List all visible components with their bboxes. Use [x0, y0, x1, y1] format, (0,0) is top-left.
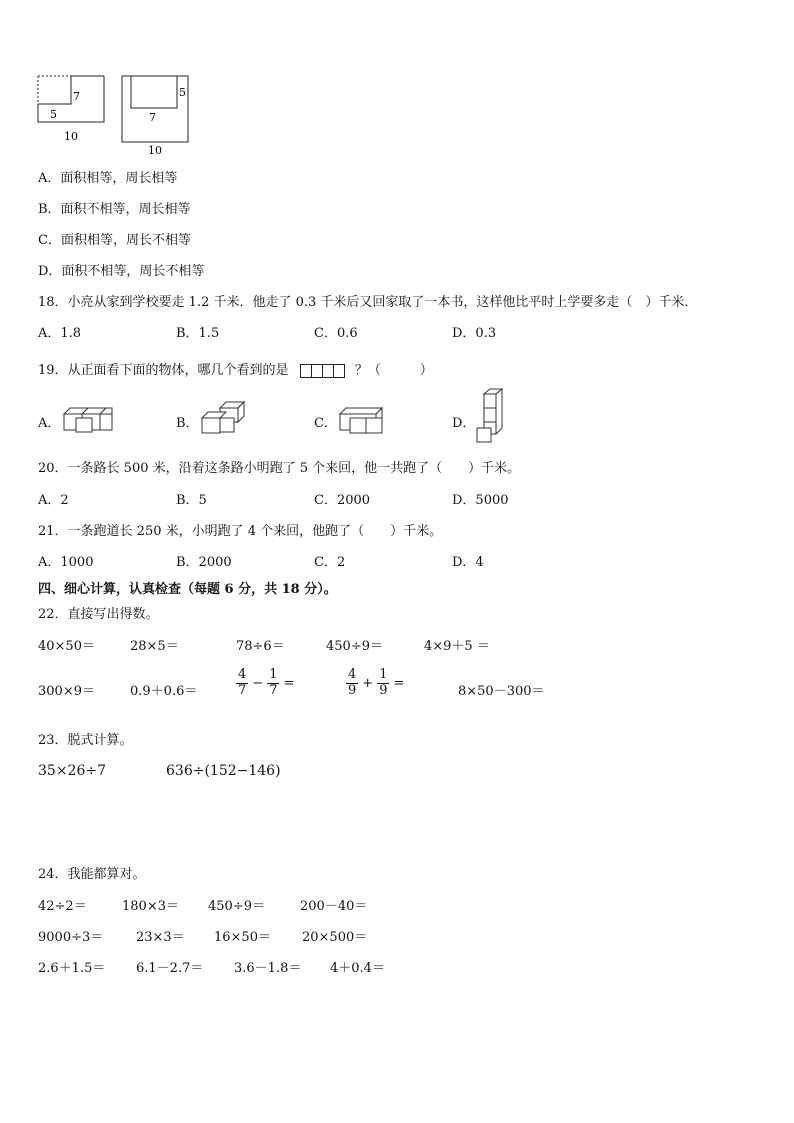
q18-option-d: D．0.3 — [452, 326, 497, 341]
q22-item: 40×50＝ — [38, 639, 95, 654]
equals: = — [283, 675, 295, 691]
figure-1 — [38, 76, 104, 143]
q18-option-a: A．1.8 — [38, 326, 82, 341]
q17-option-c: C．面积相等，周长不相等 — [38, 233, 191, 248]
q24-item: 9000÷3＝ — [38, 930, 104, 945]
cube-group-d — [474, 388, 508, 446]
q22-item: 4×9＋5 ＝ — [424, 639, 490, 654]
q24-item: 16×50＝ — [214, 930, 271, 945]
q19-text-before: 19．从正面看下面的物体，哪几个看到的是 — [38, 363, 289, 378]
q21-question: 21．一条跑道长 250 米，小明跑了 4 个来回，他跑了（ ）千米。 — [38, 524, 443, 539]
fraction — [267, 668, 279, 699]
fig1-label-top: 7 — [73, 90, 80, 103]
q19-text-after: ？（ ） — [354, 363, 433, 378]
q19-option-b: B． — [176, 416, 199, 431]
q18-option-c: C．0.6 — [314, 326, 358, 341]
q24-item: 200－40＝ — [300, 899, 368, 914]
denominator: 9 — [379, 682, 388, 698]
fig1-label-width: 10 — [64, 130, 78, 143]
q22-item: 28×5＝ — [130, 639, 179, 654]
q24-title: 24．我能都算对。 — [38, 867, 146, 882]
fig2-label-width: 10 — [148, 144, 162, 157]
operator: + — [362, 675, 374, 691]
q22-item: 8×50－300＝ — [458, 684, 545, 699]
q23-expression: 636÷(152−146) — [166, 763, 281, 779]
q22-item: 300×9＝ — [38, 684, 95, 699]
q18-option-b: B．1.5 — [176, 326, 220, 341]
q23-title: 23．脱式计算。 — [38, 733, 133, 748]
numerator: 4 — [238, 667, 247, 682]
q23-expression: 35×26÷7 — [38, 763, 106, 779]
q24-item: 42÷2＝ — [38, 899, 87, 914]
q17-figures — [34, 72, 204, 158]
q22-item: 0.9＋0.6＝ — [130, 684, 198, 699]
section-4-title: 四、细心计算，认真检查（每题 6 分，共 18 分）。 — [38, 582, 337, 597]
fig1-label-bottom: 5 — [50, 108, 57, 121]
q21-option-d: D．4 — [452, 555, 484, 570]
q24-item: 3.6－1.8＝ — [234, 961, 302, 976]
fraction — [236, 668, 248, 699]
fraction — [377, 668, 389, 699]
q20-option-c: C．2000 — [314, 493, 371, 508]
q24-item: 2.6＋1.5＝ — [38, 961, 106, 976]
q24-item: 180×3＝ — [122, 899, 179, 914]
q19-question — [38, 359, 433, 378]
q21-option-c: C．2 — [314, 555, 346, 570]
denominator: 7 — [238, 682, 247, 698]
denominator: 7 — [269, 682, 278, 698]
q17-option-a: A．面积相等，周长相等 — [38, 171, 178, 186]
q20-option-d: D．5000 — [452, 493, 509, 508]
q22-title: 22．直接写出得数。 — [38, 607, 159, 622]
q24-item: 450÷9＝ — [208, 899, 265, 914]
numerator: 1 — [379, 667, 388, 682]
q19-option-d: D． — [452, 416, 476, 431]
fig2-label-mid: 7 — [149, 111, 156, 124]
q24-item: 20×500＝ — [302, 930, 368, 945]
four-squares-figure — [301, 363, 345, 378]
q19-option-a: A． — [38, 416, 61, 431]
q24-item: 4＋0.4＝ — [330, 961, 385, 976]
q17-option-b: B．面积不相等，周长相等 — [38, 202, 191, 217]
q22-item: 450÷9＝ — [326, 639, 383, 654]
denominator: 9 — [348, 682, 357, 698]
q21-option-a: A．1000 — [38, 555, 94, 570]
q24-item: 23×3＝ — [136, 930, 185, 945]
q21-option-b: B．2000 — [176, 555, 232, 570]
q24-item: 6.1－2.7＝ — [136, 961, 204, 976]
equals: = — [393, 675, 405, 691]
q17-option-d: D．面积不相等，周长不相等 — [38, 264, 205, 279]
q20-option-b: B．5 — [176, 493, 207, 508]
q19-option-c: C． — [314, 416, 337, 431]
cube-group-a — [62, 404, 122, 434]
operator: − — [252, 675, 264, 691]
figure-2 — [122, 76, 188, 157]
q22-item: 78÷6＝ — [236, 639, 285, 654]
cube-group-b — [200, 400, 252, 436]
fig2-label-right: 5 — [179, 86, 186, 99]
fraction — [346, 668, 358, 699]
cube-group-c — [338, 404, 394, 436]
numerator: 1 — [269, 667, 278, 682]
q18-question: 18．小亮从家到学校要走 1.2 千米．他走了 0.3 千米后又回家取了一本书，这样他比平时上学要多走（ ）千米． — [38, 295, 698, 310]
fraction-expression-b — [346, 668, 404, 699]
numerator: 4 — [348, 667, 357, 682]
q20-option-a: A．2 — [38, 493, 69, 508]
q20-question: 20．一条路长 500 米，沿着这条路小明跑了 5 个来回，他一共跑了（ ）千米。 — [38, 461, 521, 476]
fraction-expression-a — [236, 668, 294, 699]
